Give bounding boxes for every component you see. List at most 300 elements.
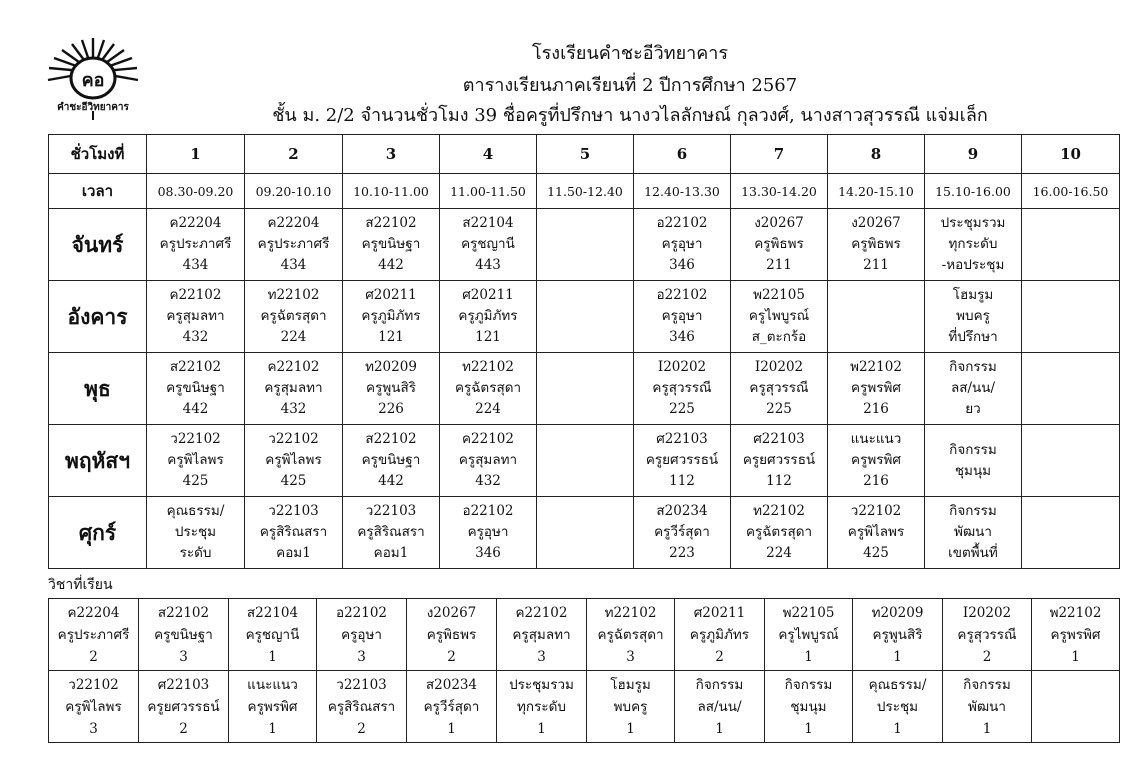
cell-line: ค22204 xyxy=(67,604,120,621)
schedule-title: ตารางเรียนภาคเรียนที่ 2 ปีการศึกษา 2567 xyxy=(462,75,798,96)
period-number: 3 xyxy=(343,135,440,174)
cell-line: โฮมรูม xyxy=(952,287,994,303)
cell-line: ส22102 xyxy=(169,359,222,375)
time-slot: 16.00-16.50 xyxy=(1022,174,1120,209)
cell-line: ครูฉัตรสุดา xyxy=(260,308,327,324)
subject-cell xyxy=(49,599,139,671)
cell-line: 1 xyxy=(1071,648,1080,665)
cell-line: 211 xyxy=(766,257,792,273)
cell-line: ครูประภาศรี xyxy=(57,626,130,643)
cell-line: ส_ตะกร้อ xyxy=(751,329,807,345)
cell-line: 225 xyxy=(669,401,695,417)
subject-cell xyxy=(943,671,1032,743)
subjects-label: วิชาที่เรียน xyxy=(48,577,113,593)
cell-line: ครูสุวรรณี xyxy=(652,380,712,396)
cell-line: 224 xyxy=(475,401,501,417)
period-number: 2 xyxy=(245,135,343,174)
cell-line: -หอประชุม xyxy=(941,257,1005,273)
cell-line: 2 xyxy=(179,720,188,737)
period-number: 6 xyxy=(634,135,731,174)
subject-cell xyxy=(317,671,407,743)
cell-line: 1 xyxy=(982,720,992,737)
cell-line: ท22102 xyxy=(604,604,657,621)
cell-line: 1 xyxy=(804,720,813,737)
subject-cell xyxy=(765,671,853,743)
cell-line: ครูวีร์สุดา xyxy=(423,698,480,715)
period-number: 5 xyxy=(537,135,634,174)
class-cell xyxy=(147,209,245,281)
cell-line: ศ22103 xyxy=(656,431,708,447)
cell-line: ส22102 xyxy=(365,431,417,447)
class-cell xyxy=(1022,425,1120,497)
cell-line: ส22104 xyxy=(462,215,514,231)
cell-line: 1 xyxy=(268,648,277,665)
period-label: ชั่วโมงที่ xyxy=(49,135,147,174)
cell-line: ครูฉัตรสุดา xyxy=(745,524,813,540)
time-label: เวลา xyxy=(49,174,147,209)
school-name: โรงเรียนคำชะอีวิทยาคาร xyxy=(531,43,729,64)
cell-line: ท20209 xyxy=(365,359,417,375)
class-cell xyxy=(1022,497,1120,569)
cell-line: ครูพิไลพร xyxy=(167,452,224,468)
cell-line: 216 xyxy=(863,401,889,417)
cell-line: 1 xyxy=(893,648,902,665)
cell-line: I20202 xyxy=(657,359,707,375)
cell-line: อ22102 xyxy=(462,503,514,519)
cell-line: 425 xyxy=(182,473,209,489)
subject-cell xyxy=(49,671,139,743)
cell-line: 211 xyxy=(863,257,889,273)
day-name: พุธ xyxy=(49,353,147,425)
cell-line: ครูประภาศรี xyxy=(257,236,330,252)
cell-line: 2 xyxy=(357,720,366,737)
cell-line: 216 xyxy=(863,473,889,489)
cell-line: 225 xyxy=(766,401,792,417)
time-slot: 08.30-09.20 xyxy=(147,174,245,209)
cell-line: ลส/นน/ xyxy=(950,380,996,396)
cell-line: พ22105 xyxy=(753,287,805,303)
period-number: 7 xyxy=(731,135,828,174)
cell-line: ประชุม xyxy=(876,698,919,715)
cell-line: 121 xyxy=(378,329,404,345)
cell-line: ครูพิธพร xyxy=(754,236,804,252)
cell-line: 1 xyxy=(715,720,724,737)
day-row xyxy=(49,353,1120,425)
cell-line: ประชุมรวม xyxy=(940,215,1006,231)
period-number: 1 xyxy=(147,135,245,174)
cell-line: กิจกรรม xyxy=(949,441,997,458)
cell-line: ว22102 xyxy=(268,431,319,447)
time-slot: 12.40-13.30 xyxy=(634,174,731,209)
class-cell xyxy=(147,353,245,425)
class-cell xyxy=(147,425,245,497)
cell-line: ครูภูมิภัทร xyxy=(361,308,421,324)
day-name: อังคาร xyxy=(49,281,147,353)
cell-line: ส22102 xyxy=(157,604,210,621)
cell-line: ศ20211 xyxy=(365,287,417,303)
cell-line: ครูพิธพร xyxy=(426,626,477,643)
class-cell xyxy=(634,497,731,569)
class-cell xyxy=(1022,281,1120,353)
class-cell xyxy=(245,353,343,425)
cell-line: ครูพรพิศ xyxy=(851,452,901,468)
subject-cell xyxy=(853,599,943,671)
cell-line: แนะแนว xyxy=(850,431,902,447)
cell-line: ครูภูมิภัทร xyxy=(458,308,518,324)
subject-cell xyxy=(407,671,497,743)
day-row xyxy=(49,497,1120,569)
cell-line: 3 xyxy=(357,648,366,665)
cell-line: ครูอุษา xyxy=(341,626,382,643)
cell-line: ส20234 xyxy=(656,503,708,519)
cell-line: ส22104 xyxy=(246,604,299,621)
cell-line: ง20267 xyxy=(754,215,804,231)
cell-line: ส22102 xyxy=(365,215,417,231)
cell-line: ครูสิริณสรา xyxy=(357,524,425,540)
day-name: พฤหัสฯ xyxy=(49,425,147,497)
cell-line: ค22102 xyxy=(267,359,320,375)
cell-line: พบครู xyxy=(613,698,648,715)
class-cell xyxy=(440,497,537,569)
cell-line: ค22102 xyxy=(169,287,222,303)
cell-line: ครูฉัตรสุดา xyxy=(597,626,664,643)
time-slot: 14.20-15.10 xyxy=(828,174,925,209)
cell-line: ศ22103 xyxy=(157,676,210,693)
cell-line: ครูสุมลทา xyxy=(458,452,518,468)
cell-line: ครูอุษา xyxy=(661,308,703,324)
subject-cell xyxy=(139,599,229,671)
cell-line: 3 xyxy=(626,648,635,665)
class-cell xyxy=(537,353,634,425)
day-row xyxy=(49,281,1120,353)
class-cell xyxy=(245,497,343,569)
subject-cell xyxy=(497,671,587,743)
cell-line: 425 xyxy=(280,473,307,489)
class-cell xyxy=(731,497,828,569)
cell-line: พ22105 xyxy=(782,604,835,621)
class-cell xyxy=(634,281,731,353)
svg-text:คอ: คอ xyxy=(81,70,105,91)
cell-line: 432 xyxy=(475,473,501,489)
class-cell xyxy=(925,281,1022,353)
cell-line: ครูวีร์สุดา xyxy=(654,524,710,540)
class-cell xyxy=(634,425,731,497)
period-number: 9 xyxy=(925,135,1022,174)
cell-line: 442 xyxy=(378,257,404,273)
cell-line: 223 xyxy=(669,545,695,561)
cell-line: แนะแนว xyxy=(247,676,298,693)
cell-line: ค22204 xyxy=(267,215,320,231)
cell-line: 443 xyxy=(475,257,501,273)
cell-line: ศ22103 xyxy=(753,431,805,447)
cell-line: ครูสุมลทา xyxy=(512,626,571,643)
subject-cell xyxy=(587,599,675,671)
subject-cell xyxy=(675,671,765,743)
class-cell xyxy=(828,425,925,497)
time-slot: 11.00-11.50 xyxy=(440,174,537,209)
period-number: 4 xyxy=(440,135,537,174)
cell-line: ครูสุวรรณี xyxy=(749,380,809,396)
subject-cell xyxy=(943,599,1032,671)
class-cell xyxy=(1022,353,1120,425)
class-cell xyxy=(147,497,245,569)
class-cell xyxy=(537,281,634,353)
class-cell xyxy=(343,209,440,281)
cell-line: ครูขนิษฐา xyxy=(361,452,421,468)
cell-line: 3 xyxy=(537,648,546,665)
cell-line: คอม1 xyxy=(276,545,311,561)
time-slot: 13.30-14.20 xyxy=(731,174,828,209)
cell-line: ครูอุษา xyxy=(467,524,509,540)
class-cell xyxy=(828,353,925,425)
time-row xyxy=(49,174,1120,209)
cell-line: ครูยศวรรธน์ xyxy=(742,452,816,468)
cell-line: 1 xyxy=(268,720,277,737)
cell-line: พบครู xyxy=(956,308,990,324)
cell-line: 226 xyxy=(378,401,404,417)
cell-line: คุณธรรม/ xyxy=(868,676,927,693)
cell-line: 224 xyxy=(766,545,792,561)
subject-row xyxy=(49,671,1120,743)
subject-cell xyxy=(139,671,229,743)
cell-line: 1 xyxy=(804,648,813,665)
cell-line: ครูอุษา xyxy=(661,236,703,252)
period-row xyxy=(49,135,1120,174)
cell-line: ครูสุมลทา xyxy=(166,308,225,324)
subject-cell xyxy=(317,599,407,671)
class-cell xyxy=(245,209,343,281)
cell-line: ค22102 xyxy=(515,604,568,621)
cell-line: 1 xyxy=(447,720,456,737)
cell-line: เขตพื้นที่ xyxy=(948,545,998,561)
cell-line: ง20267 xyxy=(851,215,901,231)
cell-line: ว22103 xyxy=(268,503,319,519)
cell-line: ชุมนุม xyxy=(954,462,992,479)
cell-line: ครูพรพิศ xyxy=(247,698,298,715)
period-number: 8 xyxy=(828,135,925,174)
cell-line: ยว xyxy=(965,401,981,417)
day-row xyxy=(49,425,1120,497)
class-cell xyxy=(731,209,828,281)
day-name: จันทร์ xyxy=(49,209,147,281)
timetable xyxy=(48,134,1120,569)
subject-row xyxy=(49,599,1120,671)
class-cell xyxy=(440,425,537,497)
cell-line: ลส/นน/ xyxy=(697,698,742,715)
cell-line: คุณธรรม/ xyxy=(166,503,225,519)
class-cell xyxy=(634,209,731,281)
cell-line: 2 xyxy=(715,648,724,665)
cell-line: ทุกระดับ xyxy=(948,236,998,252)
class-cell xyxy=(828,281,925,353)
subject-cell xyxy=(1032,599,1120,671)
class-cell xyxy=(925,497,1022,569)
period-number: 10 xyxy=(1022,135,1120,174)
class-cell xyxy=(440,281,537,353)
school-logo xyxy=(44,36,142,120)
class-cell xyxy=(537,497,634,569)
cell-line: ค22102 xyxy=(462,431,514,447)
cell-line: ครูพิไลพร xyxy=(847,524,905,540)
class-cell xyxy=(537,425,634,497)
cell-line: ระดับ xyxy=(179,545,212,561)
cell-line: ประชุม xyxy=(174,524,217,540)
cell-line: 2 xyxy=(982,648,992,665)
cell-line: ครูพรพิศ xyxy=(1050,626,1101,643)
class-cell xyxy=(343,497,440,569)
cell-line: ครูยศวรรธน์ xyxy=(147,698,220,715)
cell-line: 3 xyxy=(179,648,188,665)
class-cell xyxy=(343,425,440,497)
cell-line: ที่ปรึกษา xyxy=(948,329,998,345)
cell-line: ครูสิริณสรา xyxy=(259,524,328,540)
class-cell xyxy=(440,353,537,425)
cell-line: ครูพูนสิริ xyxy=(872,626,923,643)
class-cell xyxy=(245,425,343,497)
class-cell xyxy=(925,425,1022,497)
class-cell xyxy=(245,281,343,353)
cell-line: ครูภูมิภัทร xyxy=(689,626,750,643)
cell-line: ครูสุวรรณี xyxy=(957,626,1017,643)
subject-cell xyxy=(853,671,943,743)
cell-line: ครูพรพิศ xyxy=(851,380,901,396)
cell-line: ครูชญานี xyxy=(245,626,300,643)
class-cell xyxy=(634,353,731,425)
cell-line: ว22103 xyxy=(336,676,387,693)
svg-text:คำชะอีวิทยาคาร: คำชะอีวิทยาคาร xyxy=(57,102,129,113)
class-cell xyxy=(828,497,925,569)
cell-line: ครูขนิษฐา xyxy=(361,236,421,252)
class-info: ชั้น ม. 2/2 จำนวนชั่วโมง 39 ชื่อครูที่ปรึกษา นางวไลลักษณ์ กุลวงศ์, นางสาวสุวรรณี แจ่มเล็ก xyxy=(272,105,988,126)
cell-line: พัฒนา xyxy=(954,524,992,540)
cell-line: ครูขนิษฐา xyxy=(154,626,213,643)
class-cell xyxy=(537,209,634,281)
cell-line: 432 xyxy=(182,329,209,345)
subject-cell xyxy=(587,671,675,743)
cell-line: 425 xyxy=(863,545,889,561)
cell-line: กิจกรรม xyxy=(949,359,997,375)
cell-line: โฮมรูม xyxy=(610,676,651,693)
class-cell xyxy=(925,209,1022,281)
cell-line: 3 xyxy=(89,720,98,737)
cell-line: ว22102 xyxy=(170,431,221,447)
cell-line: I20202 xyxy=(754,359,804,375)
subject-cell xyxy=(1032,671,1120,743)
cell-line: 2 xyxy=(447,648,456,665)
cell-line: 112 xyxy=(669,473,695,489)
cell-line: ครูไพบูรณ์ xyxy=(748,308,810,324)
day-name: ศุกร์ xyxy=(49,497,147,569)
class-cell xyxy=(343,281,440,353)
cell-line: ครูชญานี xyxy=(461,236,515,252)
subject-summary xyxy=(48,598,1120,743)
cell-line: ว22103 xyxy=(365,503,417,519)
cell-line: ครูไพบูรณ์ xyxy=(778,626,839,643)
cell-line: กิจกรรม xyxy=(784,676,833,693)
cell-line: ครูสุมลทา xyxy=(264,380,323,396)
subject-cell xyxy=(407,599,497,671)
cell-line: คอม1 xyxy=(373,545,409,561)
class-cell xyxy=(828,209,925,281)
cell-line: ท22102 xyxy=(267,287,320,303)
cell-line: ครูฉัตรสุดา xyxy=(454,380,522,396)
cell-line: อ22102 xyxy=(335,604,388,621)
cell-line: 2 xyxy=(89,648,98,665)
class-cell xyxy=(731,353,828,425)
cell-line: 442 xyxy=(378,473,404,489)
day-row xyxy=(49,209,1120,281)
class-cell xyxy=(731,281,828,353)
cell-line: ส20234 xyxy=(425,676,478,693)
cell-line: ท22102 xyxy=(753,503,805,519)
cell-line: 432 xyxy=(280,401,307,417)
cell-line: ท22102 xyxy=(462,359,514,375)
cell-line: ครูพิไลพร xyxy=(65,698,122,715)
time-slot: 10.10-11.00 xyxy=(343,174,440,209)
cell-line: พัฒนา xyxy=(968,698,1006,715)
cell-line: 224 xyxy=(280,329,307,345)
cell-line: ค22204 xyxy=(169,215,222,231)
cell-line: 1 xyxy=(537,720,546,737)
cell-line: ชุมนุม xyxy=(790,698,827,715)
time-slot: 09.20-10.10 xyxy=(245,174,343,209)
cell-line: ครูประภาศรี xyxy=(159,236,232,252)
cell-line: I20202 xyxy=(962,604,1012,621)
time-slot: 15.10-16.00 xyxy=(925,174,1022,209)
cell-line: ครูพิธพร xyxy=(851,236,901,252)
subject-cell xyxy=(765,599,853,671)
cell-line: ครูพิไลพร xyxy=(265,452,322,468)
cell-line: ประชุมรวม xyxy=(509,676,574,693)
cell-line: 112 xyxy=(766,473,792,489)
class-cell xyxy=(731,425,828,497)
cell-line: ครูขนิษฐา xyxy=(166,380,225,396)
class-cell xyxy=(925,353,1022,425)
subject-cell xyxy=(497,599,587,671)
cell-line: อ22102 xyxy=(656,215,708,231)
cell-line: 434 xyxy=(280,257,307,273)
cell-line: ว22102 xyxy=(850,503,902,519)
cell-line: 442 xyxy=(182,401,209,417)
subject-cell xyxy=(675,599,765,671)
cell-line: กิจกรรม xyxy=(949,503,997,519)
cell-line: ว22102 xyxy=(68,676,119,693)
cell-line: ศ20211 xyxy=(693,604,746,621)
cell-line: กิจกรรม xyxy=(963,676,1011,693)
cell-line: 121 xyxy=(475,329,501,345)
cell-line: ครูพูนสิริ xyxy=(366,380,416,396)
cell-line: กิจกรรม xyxy=(695,676,744,693)
cell-line: ท20209 xyxy=(871,604,924,621)
class-cell xyxy=(1022,209,1120,281)
subject-cell xyxy=(229,671,317,743)
cell-line: 346 xyxy=(669,257,695,273)
cell-line: ศ20211 xyxy=(462,287,514,303)
cell-line: ทุกระดับ xyxy=(517,698,566,715)
cell-line: พ22102 xyxy=(1049,604,1102,621)
class-cell xyxy=(343,353,440,425)
cell-line: 1 xyxy=(626,720,635,737)
cell-line: 434 xyxy=(182,257,209,273)
cell-line: ง20267 xyxy=(426,604,477,621)
cell-line: อ22102 xyxy=(656,287,708,303)
cell-line: ครูยศวรรธน์ xyxy=(645,452,719,468)
class-cell xyxy=(440,209,537,281)
time-slot: 11.50-12.40 xyxy=(537,174,634,209)
subject-cell xyxy=(229,599,317,671)
cell-line: 1 xyxy=(893,720,902,737)
cell-line: ครูสิริณสรา xyxy=(327,698,396,715)
